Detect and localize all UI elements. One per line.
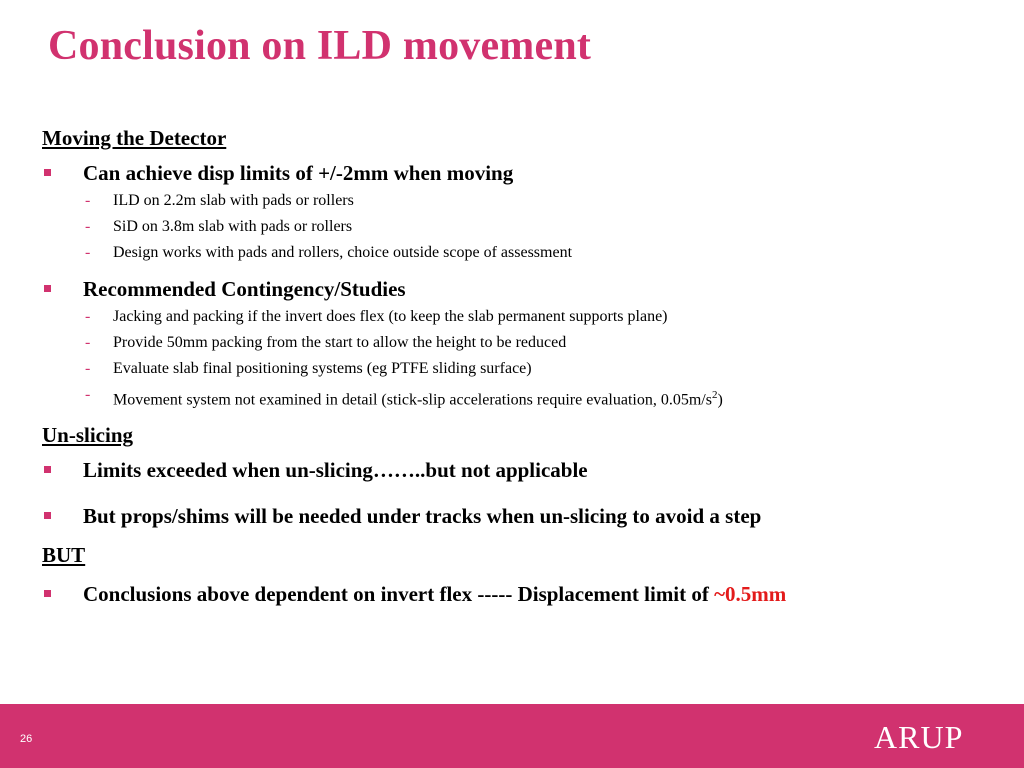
sub-item-text-close: ) (717, 391, 723, 409)
bullet-contingency (42, 276, 1002, 302)
page-title: Conclusion on ILD movement (48, 23, 592, 69)
slide-content (42, 126, 1002, 609)
dash-bullet-icon: - (85, 218, 91, 235)
square-bullet-icon (44, 169, 51, 176)
dash-bullet-icon: - (85, 308, 91, 325)
bullet-text: Conclusions above dependent on invert flex ----- Displacement limit of (83, 582, 715, 607)
square-bullet-icon (44, 512, 51, 519)
sub-list (85, 304, 1002, 413)
bullet-conclusions (42, 581, 1002, 607)
superscript: 2 (711, 389, 718, 401)
section-heading-moving: Moving the Detector (42, 126, 227, 150)
sub-item (85, 214, 1002, 240)
bullet-text: Recommended Contingency/Studies (83, 277, 406, 301)
bullet-props-shims (42, 503, 1002, 529)
section-heading-unslicing: Un-slicing (42, 423, 134, 448)
dash-bullet-icon: - (85, 334, 91, 351)
bullet-text: Limits exceeded when un-slicing……..but not applicable (83, 458, 588, 483)
arup-logo: ARUP (874, 719, 964, 755)
sub-list (85, 188, 1002, 266)
dash-bullet-icon: - (85, 244, 91, 261)
sub-item-text: ILD on 2.2m slab with pads or rollers (113, 192, 354, 209)
section-heading-but: BUT (42, 543, 86, 568)
dash-bullet-icon: - (85, 192, 91, 209)
bullet-text: Can achieve disp limits of +/-2mm when moving (83, 161, 514, 185)
sub-item-text: Jacking and packing if the invert does flex (to keep the slab permanent supports plane) (113, 308, 668, 325)
sub-item (85, 382, 1002, 413)
displacement-limit-value: ~0.5mm (714, 582, 787, 607)
bullet-disp-limits (42, 160, 1002, 186)
dash-bullet-icon: - (85, 386, 91, 403)
sub-item (85, 240, 1002, 266)
sub-item (85, 304, 1002, 330)
sub-item (85, 330, 1002, 356)
sub-item-text: Design works with pads and rollers, choice outside scope of assessment (113, 244, 573, 261)
sub-item (85, 356, 1002, 382)
page-number: 26 (20, 733, 33, 745)
sub-item-text: Provide 50mm packing from the start to allow the height to be reduced (113, 334, 567, 351)
square-bullet-icon (44, 285, 51, 292)
sub-item-text: SiD on 3.8m slab with pads or rollers (113, 218, 353, 235)
sub-item (85, 188, 1002, 214)
square-bullet-icon (44, 466, 51, 473)
sub-item-text: Evaluate slab final positioning systems (eg PTFE sliding surface) (113, 360, 532, 377)
sub-item-text: Movement system not examined in detail (stick-slip accelerations require evaluation, 0.05m/s (113, 391, 712, 409)
bullet-limits-exceeded (42, 457, 1002, 483)
dash-bullet-icon: - (85, 360, 91, 377)
bullet-text: But props/shims will be needed under tracks when un-slicing to avoid a step (83, 504, 762, 529)
square-bullet-icon (44, 590, 51, 597)
footer-bar (0, 704, 1024, 768)
